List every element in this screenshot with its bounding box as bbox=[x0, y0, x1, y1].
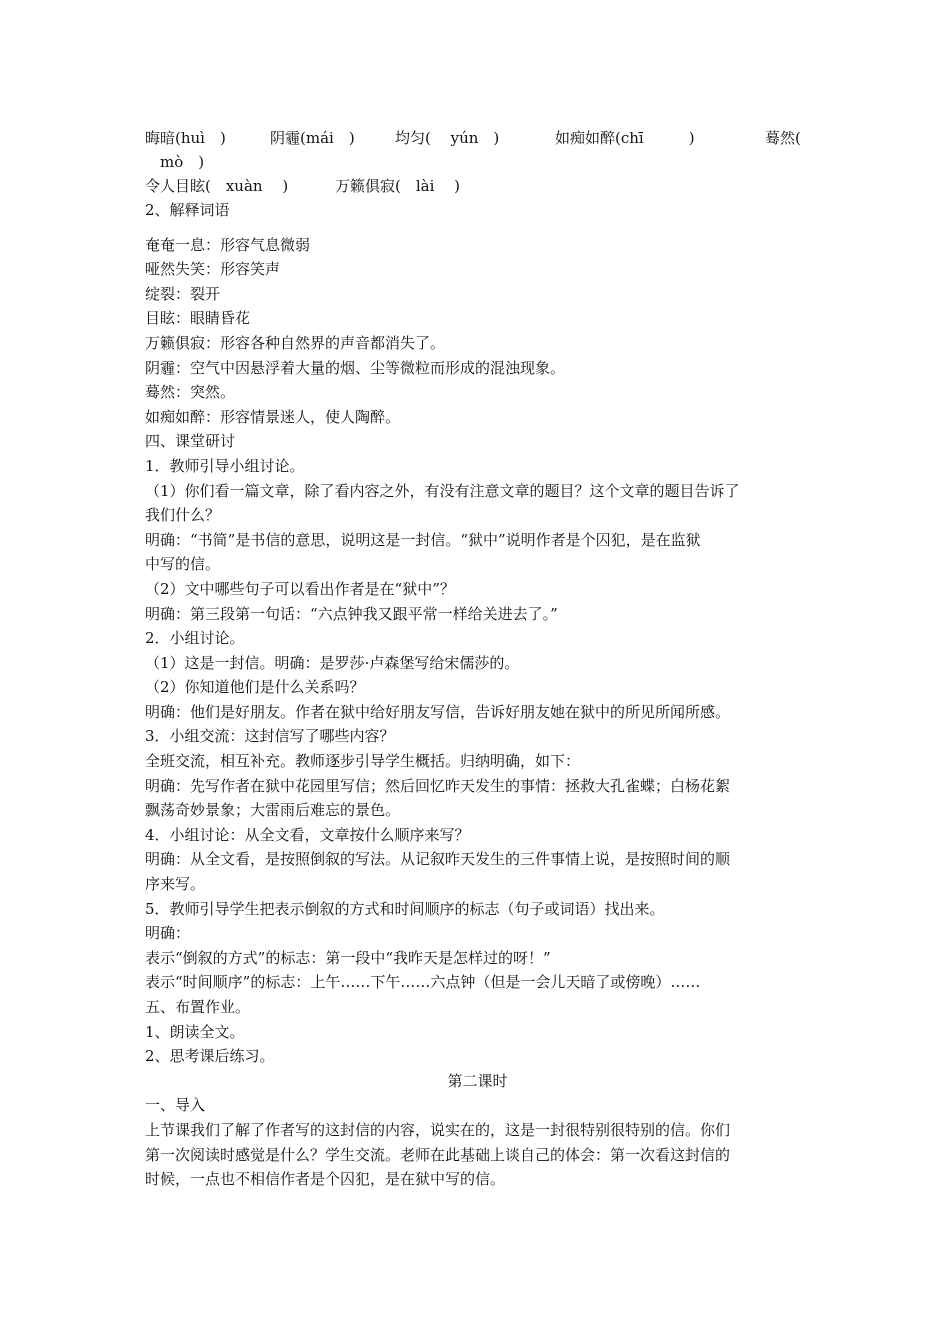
body-line: 时候，一点也不相信作者是个囚犯，是在狱中写的信。 bbox=[145, 1170, 506, 1189]
lesson2-title: 第二课时 bbox=[447, 1071, 508, 1090]
body-line: 一、导入 bbox=[145, 1096, 206, 1115]
body-line: 全班交流，相互补充。教师逐步引导学生概括。归纳明确，如下： bbox=[145, 752, 581, 771]
pinyin-item: 均匀( yún ) bbox=[395, 129, 500, 147]
body-line: 明确：先写作者在狱中花园里写信；然后回忆昨天发生的事情：拯救大孔雀蝶；白杨花絮 bbox=[145, 776, 731, 795]
body-line: 第一次阅读时感觉是什么？学生交流。老师在此基础上谈自己的体会：第一次看这封信的 bbox=[145, 1145, 731, 1164]
section-heading-4: 四、课堂研讨 bbox=[145, 432, 236, 451]
body-line: 表示“倒叙的方式”的标志：第一段中“我昨天是怎样过的呀！” bbox=[145, 948, 551, 967]
term-item: 如痴如醉：形容情景迷人，使人陶醉。 bbox=[145, 407, 401, 426]
body-line: （1）你们看一篇文章，除了看内容之外，有没有注意文章的题目？这个文章的题目告诉了 bbox=[145, 481, 740, 500]
term-list bbox=[145, 233, 810, 430]
term-item: 万籁俱寂：形容各种自然界的声音都消失了。 bbox=[145, 333, 446, 352]
pinyin-item: 晦暗(huì ) bbox=[145, 129, 226, 147]
body-line: 五、布置作业。 bbox=[145, 998, 251, 1016]
body-line: 上节课我们了解了作者写的这封信的内容，说实在的，这是一封很特别很特别的信。你们 bbox=[145, 1120, 731, 1139]
term-item: 蓦然：突然。 bbox=[145, 383, 236, 402]
body-line: 4．小组讨论：从全文看，文章按什么顺序来写？ bbox=[145, 825, 470, 844]
body-line: 5．教师引导学生把表示倒叙的方式和时间顺序的标志（句子或词语）找出来。 bbox=[145, 899, 665, 918]
body-line: （2）你知道他们是什么关系吗？ bbox=[145, 678, 365, 697]
term-item: 奄奄一息：形容气息微弱 bbox=[145, 235, 311, 254]
body-line: 我们什么？ bbox=[145, 506, 221, 525]
pinyin-row-1 bbox=[145, 126, 810, 150]
pinyin-item: 如痴如醉(chī ) bbox=[555, 129, 695, 147]
body-line: 2、思考课后练习。 bbox=[145, 1047, 275, 1066]
body-line: 明确：第三段第一句话：“六点钟我又跟平常一样给关进去了。” bbox=[145, 604, 558, 623]
pinyin-item: mò ) bbox=[160, 153, 205, 171]
body-line: 明确：他们是好朋友。作者在狱中给好朋友写信，告诉好朋友她在狱中的所见所闻所感。 bbox=[145, 702, 731, 721]
body-line: 飘荡奇妙景象；大雷雨后难忘的景色。 bbox=[145, 801, 401, 820]
term-item: 阴霾：空气中因悬浮着大量的烟、尘等微粒而形成的混浊现象。 bbox=[145, 358, 566, 377]
pinyin-row-1-continued bbox=[145, 150, 810, 174]
body-line: 明确： bbox=[145, 924, 191, 943]
body-line: （1）这是一封信。明确：是罗莎·卢森堡写给宋儒莎的。 bbox=[145, 653, 520, 672]
section-heading-explain: 2、解释词语 bbox=[145, 201, 230, 219]
body-line: 1、朗读全文。 bbox=[145, 1022, 245, 1041]
body-line: 3．小组交流：这封信写了哪些内容？ bbox=[145, 727, 395, 746]
pinyin-item: 蓦然( bbox=[765, 129, 801, 147]
pinyin-item: 令人目眩( xuàn ) bbox=[145, 177, 289, 195]
pinyin-item: 阴霾(mái ) bbox=[270, 129, 355, 147]
pinyin-row-2 bbox=[145, 174, 810, 198]
lesson2-text bbox=[145, 1093, 810, 1191]
body-line: 中写的信。 bbox=[145, 555, 221, 574]
body-line: 2．小组讨论。 bbox=[145, 629, 245, 648]
document-page bbox=[145, 126, 810, 1192]
pinyin-item: 万籁俱寂( lài ) bbox=[335, 177, 461, 195]
term-item: 哑然失笑：形容笑声 bbox=[145, 260, 281, 279]
body-line: 表示“时间顺序”的标志：上午……下午……六点钟（但是一会儿天暗了或傍晚）…… bbox=[145, 973, 701, 992]
term-item: 绽裂：裂开 bbox=[145, 284, 221, 303]
body-line: 明确：从全文看，是按照倒叙的写法。从记叙昨天发生的三件事情上说，是按照时间的顺 bbox=[145, 850, 731, 869]
spacer bbox=[145, 223, 810, 233]
body-line: 明确：“书简”是书信的意思，说明这是一封信。“狱中”说明作者是个囚犯，是在监狱 bbox=[145, 530, 701, 549]
body-line: 序来写。 bbox=[145, 875, 206, 894]
body-text bbox=[145, 454, 810, 1069]
body-line: 1．教师引导小组讨论。 bbox=[145, 456, 305, 475]
body-line: （2）文中哪些句子可以看出作者是在“狱中”？ bbox=[145, 579, 455, 598]
term-item: 目眩：眼睛昏花 bbox=[145, 309, 251, 328]
